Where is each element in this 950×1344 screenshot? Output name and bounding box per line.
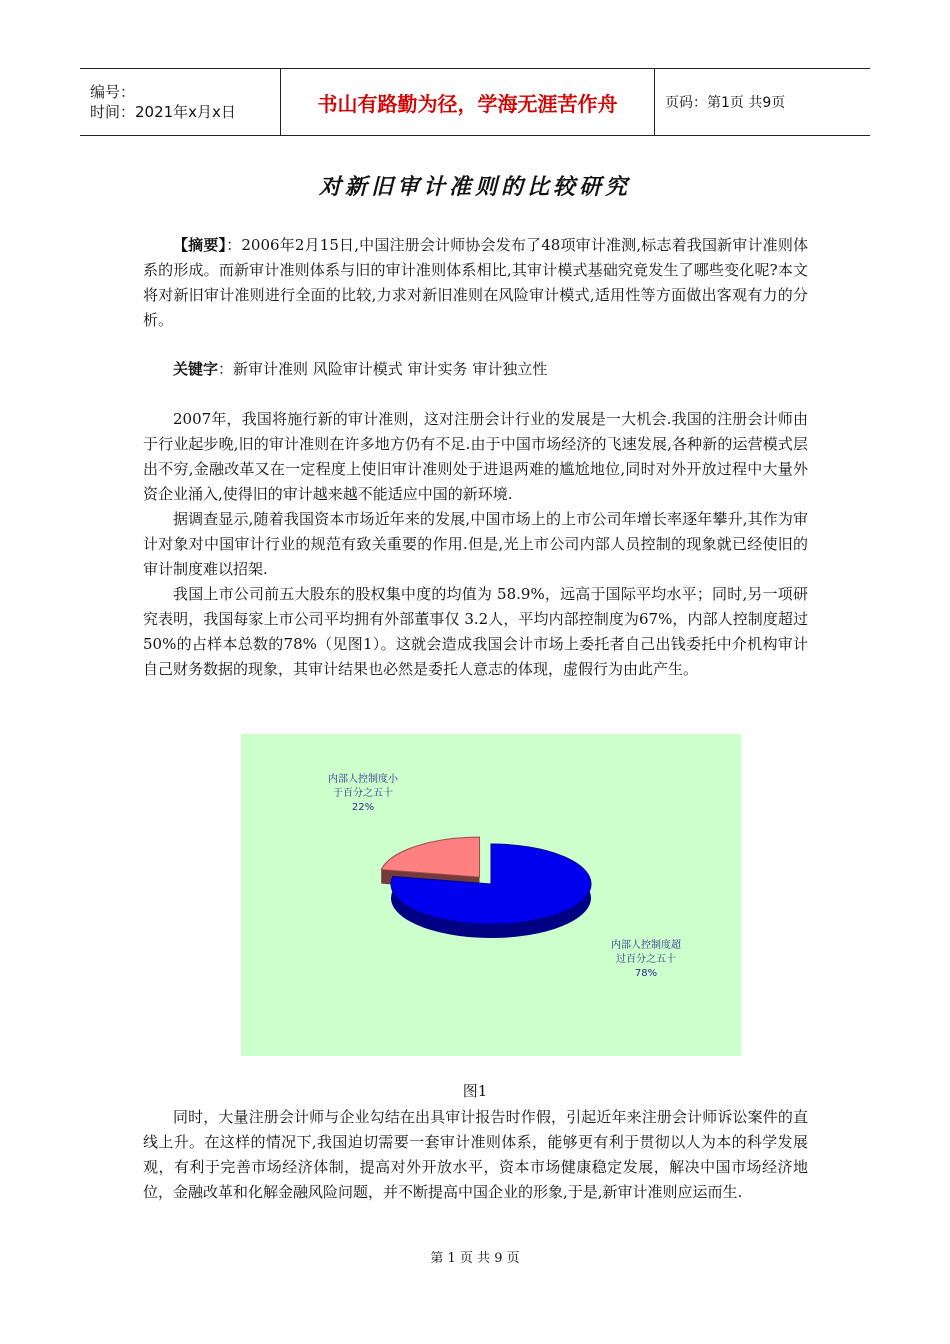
page-header bbox=[80, 68, 870, 136]
document-title: 对新旧审计准则的比较研究 bbox=[318, 174, 631, 200]
header-left bbox=[80, 69, 280, 135]
pie-label-1-line-2: 22% bbox=[351, 802, 375, 813]
keywords-label: 关键字 bbox=[173, 360, 219, 378]
number-label: 编号： bbox=[90, 83, 136, 101]
page-info-text: 页码：第1页 共9页 bbox=[665, 95, 786, 111]
pie-label-0-line-2: 78% bbox=[634, 968, 658, 979]
keywords-text: ：新审计准则 风险审计模式 审计实务 审计独立性 bbox=[218, 360, 548, 378]
pie-label-0-line-0: 内部人控制度超 bbox=[611, 940, 681, 951]
pie-slice-1 bbox=[381, 837, 479, 877]
paragraph-3: 我国上市公司前五大股东的股权集中度的均值为 58.9%，远高于国际平均水平；同时,另一项研究表明，我国每家上市公司平均拥有外部董事仅 3.2人，平均内部控制度为67%，内部人控制度超过50%的占样本总数的78%（见图1）。这就会造成我国会计市场上委托者自己出钱委托中介机构审计自己财务数据的现象，其审计结果也必然是委托人意志的体现，虚假行为由此产生。 bbox=[143, 585, 808, 678]
motto-text: 书山有路勤为径，学海无涯苦作舟 bbox=[317, 91, 618, 116]
keywords-section bbox=[143, 357, 808, 382]
pie-label-1-line-0: 内部人控制度小 bbox=[328, 774, 398, 785]
abstract-label: 【摘要】 bbox=[173, 236, 227, 254]
abstract-text: ：2006年2月15日,中国注册会计师协会发布了48项审计准测,标志着我国新审计准则体系的形成。而新审计准则体系与旧的审计准则体系相比,其审计模式基础究竟发生了哪些变化呢?本文将对新旧审计准则进行全面的比较,力求对新旧准则在风险审计模式,适用性等方面做出客观有力的分析。 bbox=[143, 236, 808, 329]
pie-chart bbox=[241, 734, 741, 1056]
paragraph-1: 2007年，我国将施行新的审计准则，这对注册会计行业的发展是一大机会.我国的注册会计师由于行业起步晚,旧的审计准则在许多地方仍有不足.由于中国市场经济的飞速发展,各种新的运营模式层出不穷,金融改革又在一定程度上使旧审计准则处于进退两难的尴尬地位,同时对外开放过程中大量外资企业涌入,使得旧的审计越来越不能适应中国的新环境. bbox=[143, 410, 808, 503]
header-motto bbox=[280, 69, 655, 135]
paragraph-4: 同时，大量注册会计师与企业勾结在出具审计报告时作假，引起近年来注册会计师诉讼案件的直线上升。在这样的情况下,我国迫切需要一套审计准则体系，能够更有利于贯彻以人为本的科学发展观，有利于完善市场经济体制，提高对外开放水平，资本市场健康稳定发展，解决中国市场经济地位，金融改革和化解金融风险问题，并不断提高中国企业的形象,于是,新审计准则应运而生. bbox=[143, 1108, 808, 1201]
abstract-section bbox=[143, 233, 808, 333]
pie-label-1-line-1: 于百分之五十 bbox=[333, 788, 393, 799]
date-label: 时间：2021年x月x日 bbox=[90, 103, 236, 121]
figure-caption: 图1 bbox=[462, 1082, 488, 1100]
body-paragraphs bbox=[143, 407, 808, 682]
closing-paragraph-section bbox=[143, 1105, 808, 1205]
page-footer: 第 1 页 共 9 页 bbox=[430, 1251, 520, 1266]
paragraph-2: 据调查显示,随着我国资本市场近年来的发展,中国市场上的上市公司年增长率逐年攀升,其作为审计对象对中国审计行业的规范有致关重要的作用.但是,光上市公司内部人员控制的现象就已经使旧的审计制度难以招架. bbox=[143, 510, 808, 578]
pie-label-0-line-1: 过百分之五十 bbox=[616, 954, 676, 965]
header-page-info bbox=[655, 69, 785, 135]
pie-chart-svg bbox=[241, 734, 741, 1056]
